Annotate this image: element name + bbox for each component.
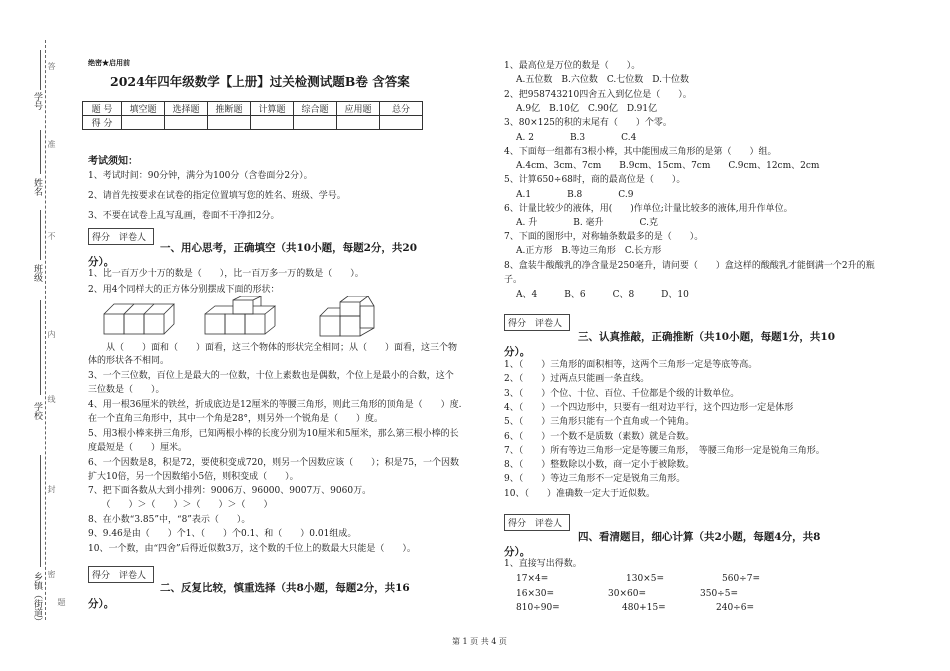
- notice-title: 考试须知：: [88, 156, 138, 167]
- s3-line: 5、（ ）三角形只能有一个直角或一个钝角。: [504, 417, 695, 427]
- notice-item: 2、请首先按要求在试卷的指定位置填写您的姓名、班级、学号。: [88, 191, 346, 201]
- grader-reviewer-label: 评卷人: [535, 519, 563, 529]
- page-title: 2024年四年级数学【上册】过关检测试题B卷 含答案: [110, 74, 410, 89]
- s3-line: 2、（ ）过两点只能画一条直线。: [504, 374, 650, 384]
- score-cell[interactable]: [251, 116, 294, 130]
- margin-label-town: 乡镇（街道）: [32, 572, 42, 626]
- s1-line: 扩大10倍，另一个因数缩小5倍，则积变成（ ）。: [88, 472, 299, 482]
- fill-line-class: [40, 210, 41, 260]
- section1-title-cont: 分）。: [88, 256, 115, 268]
- cut-mark: 线: [47, 395, 56, 403]
- margin-label-school: 学校: [32, 402, 42, 420]
- s1-line: 1、比一百万少十万的数是（ ），比一百万多一万的数是（ ）。: [88, 269, 364, 279]
- section4-title: 四、看清题目，细心计算（共2小题，每题4分，共8: [578, 531, 821, 543]
- s2-line: 1、最高位是万位的数是（ ）。: [504, 61, 641, 71]
- s3-line: 8、（ ）整数除以小数，商一定小于被除数。: [504, 460, 695, 470]
- cube-figure-1: [102, 300, 178, 338]
- cube-figure-3: [318, 296, 384, 340]
- s2-option: A. 升 B. 毫升 C.克: [516, 218, 658, 228]
- s2-line: 4、下面每一组都有3根小棒，其中能围成三角形的是第（ ）组。: [504, 147, 777, 157]
- score-cell[interactable]: [208, 116, 251, 130]
- notice-item: 1、考试时间：90分钟，满分为100分（含卷面分2分）。: [88, 171, 313, 181]
- cut-mark: 封: [47, 485, 56, 493]
- grader-score-label: 得分: [508, 319, 527, 329]
- score-cell[interactable]: [294, 116, 337, 130]
- grader-score-label: 得分: [92, 233, 111, 243]
- score-cell[interactable]: [122, 116, 165, 130]
- s3-line: 1、（ ）三角形的面积相等，这两个三角形一定是等底等高。: [504, 360, 758, 370]
- score-row-label: 得 分: [83, 116, 122, 130]
- cut-mark: 题: [57, 598, 66, 606]
- s1-line: 8、在小数“3.85”中，“8”表示（ ）。: [88, 515, 251, 525]
- margin-label-class: 班级: [32, 264, 42, 282]
- grader-reviewer-label: 评卷人: [119, 571, 147, 581]
- s1-line: 10、一个数，由“四舍”后得近似数3万，这个数的千位上的数最大只能是（ ）。: [88, 544, 416, 554]
- grader-box: [88, 228, 154, 245]
- calc-item: 560÷7=: [722, 574, 760, 584]
- score-header-cell: 计算题: [251, 102, 294, 116]
- calc-item: 17×4=: [516, 574, 549, 584]
- cut-mark: 密: [47, 570, 56, 578]
- s2-option: A.正方形 B.等边三角形 C.长方形: [516, 246, 662, 256]
- s1-line: （ ）＞（ ）＞（ ）＞（ ）: [88, 500, 273, 510]
- score-header-cell: 题 号: [83, 102, 122, 116]
- s3-line: 4、（ ）一个四边形中，只要有一组对边平行，这个四边形一定是体形: [504, 403, 794, 413]
- s1-line: 体的形状各不相同。: [88, 356, 170, 366]
- s4-intro: 1、直接写出得数。: [504, 559, 582, 569]
- s3-line: 3、（ ）个位、十位、百位、千位都是个级的计数单位。: [504, 389, 740, 399]
- grader-reviewer-label: 评卷人: [535, 319, 563, 329]
- s2-line: 5、计算650÷68时，商的最高位是（ ）。: [504, 175, 686, 185]
- score-cell[interactable]: [337, 116, 380, 130]
- s1-line: 三位数是（ ）。: [88, 385, 165, 395]
- section2-title-cont: 分）。: [88, 598, 115, 610]
- cut-mark: 不: [47, 232, 56, 240]
- s3-line: 10、（ ）准确数一定大于近似数。: [504, 489, 655, 499]
- s2-line: 6、计量比较少的液体，用( )作单位;计量比较多的液体,用升作单位。: [504, 204, 793, 214]
- s1-line: 3、一个三位数，百位上是最大的一位数，十位上素数也是偶数，个位上是最小的合数，这个: [88, 371, 454, 381]
- calc-item: 480+15=: [622, 603, 666, 613]
- grader-box: [504, 314, 570, 331]
- fill-line-town: [40, 455, 41, 567]
- s1-line: 9、9.46是由（ ）个1、（ ）个0.1、和（ ）0.01组成。: [88, 529, 357, 539]
- cut-mark: 答: [47, 62, 56, 70]
- cut-mark: 内: [47, 330, 56, 338]
- section3-title: 三、认真推敲，正确推断（共10小题，每题1分，共10: [578, 331, 836, 343]
- grader-score-label: 得分: [92, 571, 111, 581]
- calc-item: 16×30=: [516, 589, 554, 599]
- page-footer: 第 1 页 共 4 页: [452, 637, 507, 646]
- s1-line: 2、用4个同样大的正方体分别摆成下面的形状：: [88, 285, 280, 295]
- cube-figure-2: [203, 296, 283, 338]
- s2-line: 3、80×125的积的末尾有（ ）个零。: [504, 118, 672, 128]
- s2-option: A.9亿 B.10亿 C.90亿 D.91亿: [516, 104, 658, 114]
- notice-item: 3、不要在试卷上乱写乱画，卷面不干净扣2分。: [88, 211, 280, 221]
- calc-item: 350÷5=: [700, 589, 738, 599]
- s2-option: A. 2 B.3 C.4: [516, 133, 637, 143]
- section2-title: 二、反复比较，慎重选择（共8小题，每题2分，共16: [160, 582, 410, 594]
- calc-item: 240÷6=: [716, 603, 754, 613]
- score-header-cell: 推断题: [208, 102, 251, 116]
- fill-line-name: [40, 130, 41, 174]
- score-header-cell: 综合题: [294, 102, 337, 116]
- grader-box: [88, 566, 154, 583]
- score-header-cell: 应用题: [337, 102, 380, 116]
- margin-label-student-id: 学号: [32, 92, 42, 110]
- grader-reviewer-label: 评卷人: [119, 233, 147, 243]
- score-header-cell: 选择题: [165, 102, 208, 116]
- score-cell[interactable]: [380, 116, 423, 130]
- s1-line: 度最短是（ ）厘米。: [88, 443, 188, 453]
- s2-option: A.4cm、3cm、7cm B.9cm、15cm、7cm C.9cm、12cm、2cm: [516, 161, 820, 171]
- fill-line-school: [40, 300, 41, 395]
- fill-line-student-id: [40, 50, 41, 90]
- s2-line: 7、下面的图形中，对称轴条数最多的是（ ）。: [504, 232, 704, 242]
- section4-title-cont: 分）。: [504, 546, 531, 558]
- calc-item: 810÷90=: [516, 603, 560, 613]
- s1-line: 6、一个因数是8，积是72，要使积变成720，则另一个因数应该（ ）；积是75，一个因数: [88, 458, 460, 468]
- score-header-cell: 总分: [380, 102, 423, 116]
- s1-line: 4、用一根36厘米的铁丝，折成底边是12厘米的等腰三角形，则此三角形的顶角是（ ）度.: [88, 400, 462, 410]
- score-header-cell: 填空题: [122, 102, 165, 116]
- s2-option: A、4 B、6 C、8 D、10: [516, 290, 689, 300]
- section1-title: 一、用心思考，正确填空（共10小题，每题2分，共20: [160, 242, 418, 254]
- section3-title-cont: 分）。: [504, 346, 531, 358]
- s2-option: A.1 B.8 C.9: [516, 190, 634, 200]
- s2-line: 8、盒装牛酸酸乳的净含量是250毫升，请问要（ ）盒这样的酸酸乳才能倒满一个2升的瓶: [504, 261, 875, 271]
- calc-item: 30×60=: [608, 589, 646, 599]
- s1-line: 在一个直角三角形中，其中一个角是28°，则另外一个锐角是（ ）度。: [88, 414, 383, 424]
- s1-line: 从（ ）面和（ ）面看，这三个物体的形状完全相同；从（ ）面看，这三个物: [88, 343, 458, 353]
- grader-score-label: 得分: [508, 519, 527, 529]
- calc-item: 130×5=: [626, 574, 664, 584]
- s2-line: 子。: [504, 275, 523, 285]
- score-table: [82, 101, 423, 130]
- s2-option: A.五位数 B.六位数 C.七位数 D.十位数: [516, 75, 690, 85]
- s1-line: 7、把下面各数从大到小排列：9006万、96000、9007万、9060万。: [88, 486, 372, 496]
- s1-line: 5、用3根小棒来拼三角形，已知两根小棒的长度分别为10厘米和5厘米，那么第三根小棒的长: [88, 429, 459, 439]
- margin-label-name: 姓名: [32, 178, 42, 196]
- s3-line: 6、（ ）一个数不是质数（素数）就是合数。: [504, 432, 695, 442]
- score-cell[interactable]: [165, 116, 208, 130]
- s3-line: 9、（ ）等边三角形不一定是锐角三角形。: [504, 474, 686, 484]
- cut-mark: 准: [47, 140, 56, 148]
- s2-line: 2、把958743210四舍五入到亿位是（ ）。: [504, 90, 692, 100]
- s3-line: 7、（ ）所有等边三角形一定是等腰三角形， 等腰三角形一定是锐角三角形。: [504, 446, 825, 456]
- grader-box: [504, 514, 570, 531]
- secret-mark: 绝密★启用前: [88, 58, 130, 67]
